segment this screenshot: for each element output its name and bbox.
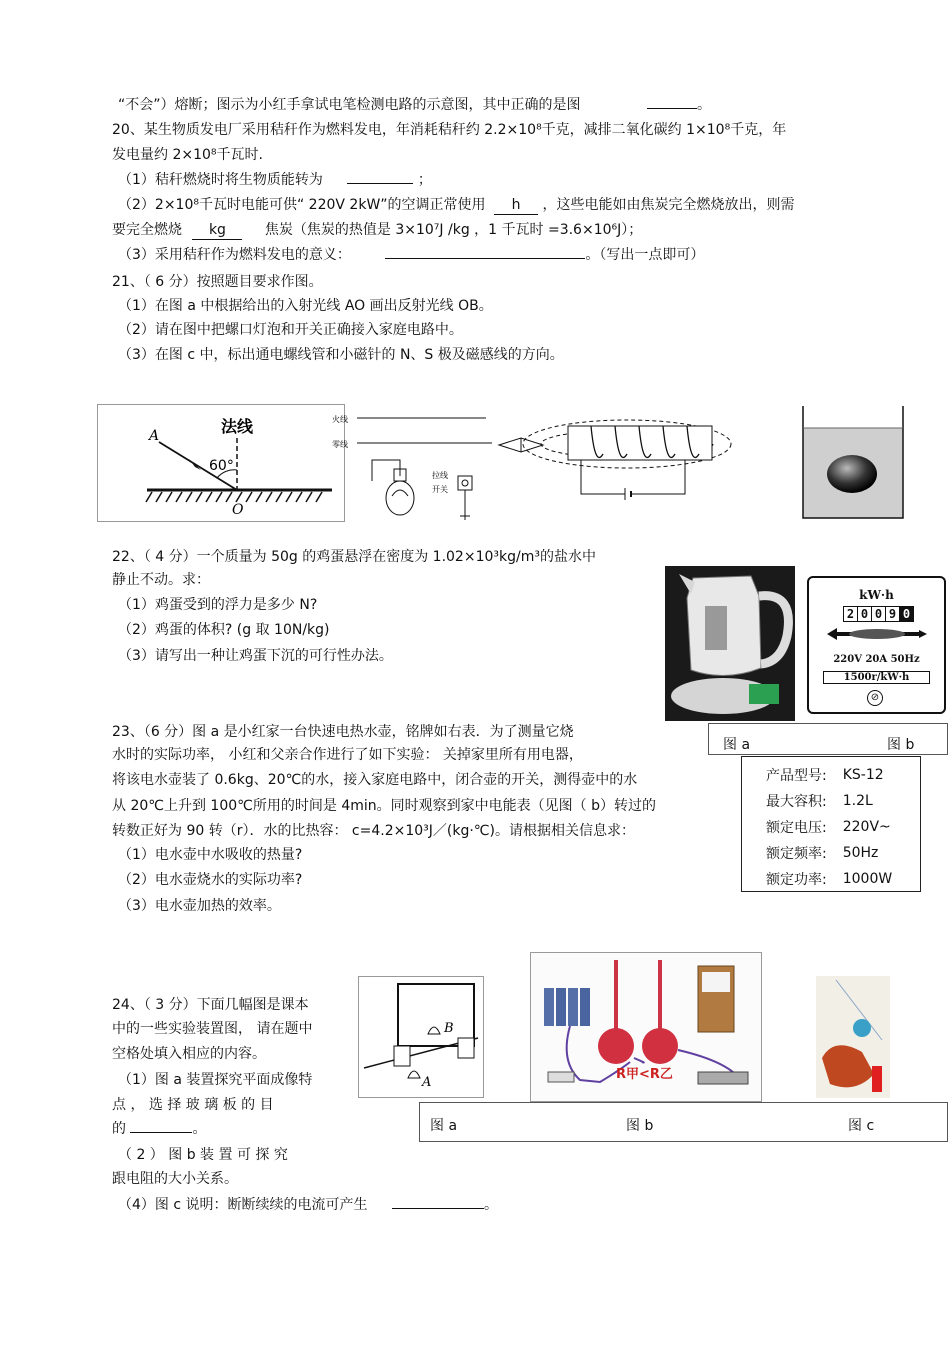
q23-caption-b: 图 b bbox=[887, 737, 915, 753]
q20-part3: （3）采用秸秆作为燃料发电的意义： 。（写出一点即可） bbox=[118, 247, 705, 263]
electric-meter-figure bbox=[807, 576, 946, 714]
meter-digit: 0 bbox=[872, 607, 886, 621]
q22-line1: 22、（ 4 分）一个质量为 50g 的鸡蛋悬浮在密度为 1.02×10³kg/m³的盐水中 bbox=[112, 549, 596, 565]
q21-part1: （1）在图 a 中根据给出的入射光线 AO 画出反射光线 OB。 bbox=[118, 298, 493, 314]
egg bbox=[827, 455, 877, 493]
q20-part3-blank[interactable] bbox=[385, 258, 585, 259]
q24-part1b: 点 ， 选 择 玻 璃 板 的 目 bbox=[112, 1097, 274, 1113]
spec-row bbox=[752, 815, 892, 841]
q22-part1: （1）鸡蛋受到的浮力是多少 N? bbox=[118, 597, 318, 613]
q22-part3: （3）请写出一种让鸡蛋下沉的可行性办法。 bbox=[118, 648, 393, 664]
q20-part2: （2）2×10⁸千瓦时电能可供“ 220V 2kW”的空调正常使用 h ，这些电能如由焦炭完全燃烧放出，则需 bbox=[118, 197, 795, 213]
q23-line1: 23、（6 分）图 a 是小红家一台快速电热水壶，铭牌如右表．为了测量它烧 bbox=[112, 724, 574, 740]
meter-spec-1: 220V 20A 50Hz bbox=[833, 654, 920, 665]
meter-rotor-icon bbox=[825, 626, 929, 642]
spec-key: 额定电压: bbox=[766, 820, 827, 836]
q24-part1c: 的 。 bbox=[112, 1121, 207, 1137]
resistance-label: R甲<R乙 bbox=[616, 1067, 673, 1082]
q24-part1a: （1）图 a 装置探究平面成像特 bbox=[118, 1072, 313, 1088]
q20-part2-cont: 要完全燃烧 kg 焦炭（焦炭的热值是 3×10⁷J /kg ，1 千瓦时 =3.6×10⁶J）； bbox=[112, 222, 643, 238]
spec-value: 220V~ bbox=[842, 819, 891, 835]
q24-line1: 24、（ 3 分）下面几幅图是课本 bbox=[112, 997, 309, 1013]
q23-caption-a: 图 a bbox=[723, 737, 751, 753]
kettle-photo bbox=[665, 566, 795, 721]
live-wire-label: 火线 bbox=[332, 415, 348, 424]
q20-part2-blank-kg[interactable]: kg bbox=[192, 221, 242, 240]
image-b-label: B bbox=[444, 1021, 454, 1036]
spec-value: 1.2L bbox=[842, 793, 873, 809]
object-a-label: A bbox=[422, 1075, 432, 1090]
spec-value: KS-12 bbox=[842, 767, 884, 783]
q24-line3: 空格处填入相应的内容。 bbox=[112, 1046, 266, 1062]
angle-label: 60° bbox=[209, 458, 234, 474]
normal-label: 法线 bbox=[221, 417, 254, 436]
spec-row bbox=[752, 763, 892, 789]
spec-key: 最大容积: bbox=[766, 794, 827, 810]
neutral-wire-label: 零线 bbox=[332, 440, 348, 449]
q21-part3: （3）在图 c 中，标出通电螺线管和小磁针的 N、S 极及磁感线的方向。 bbox=[118, 347, 564, 363]
meter-unit: kW·h bbox=[859, 588, 894, 602]
q24-plane-mirror-figure bbox=[358, 976, 484, 1098]
q24-part2a: （ 2 ） 图 b 装 置 可 探 究 bbox=[118, 1147, 288, 1163]
meter-digit: 2 bbox=[844, 607, 858, 621]
q24-line2: 中的一些实验装置图， 请在题中 bbox=[112, 1021, 313, 1037]
q24-caption-a: 图 a bbox=[430, 1118, 458, 1134]
switch-label-2: 开关 bbox=[432, 485, 448, 494]
meter-digit: 9 bbox=[886, 607, 900, 621]
q24-caption-b: 图 b bbox=[626, 1118, 654, 1134]
q23-line4: 从 20℃上升到 100℃所用的时间是 4min。同时观察到家中电能表（见图（ b）转过的 bbox=[112, 798, 656, 814]
spec-key: 额定频率: bbox=[766, 846, 827, 862]
q24-joule-heating-figure bbox=[530, 952, 762, 1102]
spec-row bbox=[752, 789, 892, 815]
q24-part4: （4）图 c 说明：断断续续的电流可产生 。 bbox=[118, 1197, 498, 1213]
point-o-label: O bbox=[232, 502, 244, 518]
q22-egg-container-figure bbox=[800, 404, 906, 520]
meter-spec-2: 1500r/kW·h bbox=[823, 671, 930, 684]
q23-part2: （2）电水壶烧水的实际功率? bbox=[118, 872, 303, 888]
q23-line3: 将该电水壶装了 0.6kg、20℃的水，接入家庭电路中，闭合壶的开关，测得壶中的水 bbox=[112, 772, 638, 788]
spec-value: 1000W bbox=[842, 871, 893, 887]
q23-line5: 转数正好为 90 转（r）．水的比热容： c=4.2×10³J／(kg·℃)。请根据相关信息求： bbox=[112, 823, 635, 839]
meter-screw-icon: ⊘ bbox=[867, 690, 883, 706]
spec-key: 产品型号: bbox=[766, 768, 827, 784]
switch-label-1: 拉线 bbox=[432, 471, 448, 480]
q21-household-circuit-figure bbox=[330, 406, 500, 526]
q20-line1: 20、某生物质发电厂采用秸秆作为燃料发电，年消耗秸秆约 2.2×10⁸千克，减排二氧化碳约 1×10⁸千克，年 bbox=[112, 122, 787, 138]
spec-row bbox=[752, 841, 892, 867]
q23-part3: （3）电水壶加热的效率。 bbox=[118, 898, 281, 914]
q20-line2: 发电量约 2×10⁸千瓦时. bbox=[112, 147, 263, 163]
meter-digit: 0 bbox=[900, 607, 913, 621]
q19-answer-blank[interactable] bbox=[647, 108, 697, 109]
q23-line2: 水时的实际功率， 小红和父亲合作进行了如下实验： 关掉家里所有用电器， bbox=[112, 747, 583, 763]
q21-reflection-figure bbox=[97, 404, 345, 522]
q20-part1: （1）秸秆燃烧时将生物质能转为 ； bbox=[118, 172, 432, 188]
q24-radio-interference-figure bbox=[816, 976, 890, 1098]
q21-part2: （2）请在图中把螺口灯泡和开关正确接入家庭电路中。 bbox=[118, 322, 463, 338]
spec-value: 50Hz bbox=[842, 845, 879, 861]
q23-figure-caption-box bbox=[708, 723, 948, 755]
q19-tail-line: “不会”）熔断；图示为小红手拿试电笔检测电路的示意图，其中正确的是图 。 bbox=[118, 97, 711, 113]
q24-caption-c: 图 c bbox=[848, 1118, 875, 1134]
meter-digit: 0 bbox=[858, 607, 872, 621]
point-a-label: A bbox=[149, 428, 160, 444]
spec-row bbox=[752, 867, 892, 893]
q24-figure-caption-box bbox=[419, 1102, 948, 1142]
meter-digits bbox=[843, 606, 914, 622]
kettle-nameplate-table bbox=[741, 756, 921, 892]
q23-part1: （1）电水壶中水吸收的热量? bbox=[118, 847, 303, 863]
q24-part4-blank[interactable] bbox=[392, 1208, 484, 1209]
q20-part1-blank[interactable] bbox=[347, 183, 413, 184]
q21-solenoid-figure bbox=[495, 410, 735, 510]
spec-key: 额定功率: bbox=[766, 872, 827, 888]
q24-part2b: 跟电阻的大小关系。 bbox=[112, 1171, 238, 1187]
q24-part1-blank[interactable] bbox=[130, 1132, 192, 1133]
q22-part2: （2）鸡蛋的体积? (g 取 10N/kg) bbox=[118, 622, 330, 638]
q21-line1: 21、（ 6 分）按照题目要求作图。 bbox=[112, 274, 323, 290]
q22-line2: 静止不动。求： bbox=[112, 572, 210, 588]
q20-part2-blank-h[interactable]: h bbox=[494, 196, 538, 215]
